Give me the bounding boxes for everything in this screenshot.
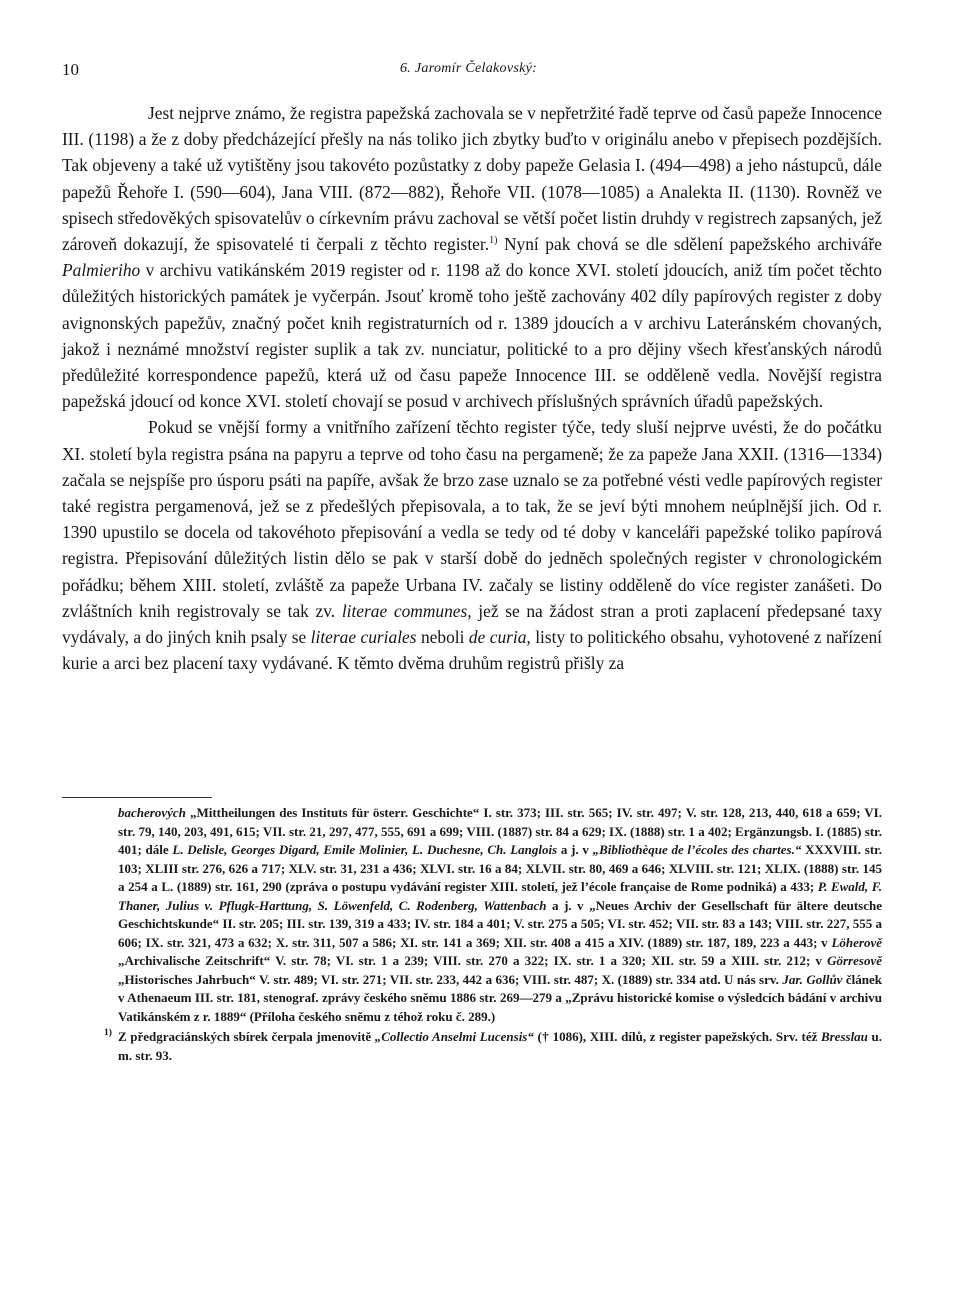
page-number: 10 bbox=[62, 60, 79, 79]
text-run: „Archivalische Zeitschrift“ V. str. 78; VI. str. 1 a 239; VIII. str. 270 a 322; IX. str. 1 a 320; XII. str. 59 a XIII. str. 212; v bbox=[118, 953, 828, 968]
text-run: Z předgraciánských sbírek čerpala jmenovitě bbox=[118, 1029, 375, 1044]
text-run: a j. v bbox=[557, 842, 593, 857]
text-run: Jest nejprve známo, že registra papežská zachovala se v nepřetržité řadě teprve od časů papeže Innocence III. (1198) a že z doby předcházející přešly na nás toliko jich zbytky buďto v originálu anebo v přepisech pozdějších. Tak objeveny a také už vytištěny jsou takovéto pozůstatky z doby papeže Gelasia I. (494—498) a jeho nástupců, dále papežů Řehoře I. (590—604), Jana VIII. (872—882), Řehoře VII. (1078—1085) a Analekta II. (1130). Rovněž ve spisech středověkých spisovatelův o církevním právu zachoval se větší počet listin druhdy v registrech zapsaných, jež zároveň dokazují, že spisovatelé ti čerpali z těchto register. bbox=[62, 103, 883, 255]
paragraph-1 bbox=[62, 100, 882, 414]
page-header bbox=[62, 60, 884, 82]
italic-run: P. Ewald, F. Thaner, Julius v. Pflugk-Harttung, S. Löwenfeld, C. Rodenberg, Wattenbach bbox=[118, 879, 883, 913]
italic-run: „Collectio Anselmi Lucensis“ bbox=[374, 1029, 534, 1044]
footnote-1 bbox=[104, 1028, 882, 1065]
italic-run: bacherových bbox=[118, 805, 186, 820]
italic-run: Palmieriho bbox=[62, 260, 141, 281]
italic-run: de curia, bbox=[468, 627, 531, 648]
text-run: v archivu vatikánském 2019 register od r. 1198 až do konce XVI. století jdoucích, aniž tím počet těchto důležitých historických památek je vyčerpán. Jsouť kromě toho ještě zachovány 402 díly papírových register z doby avignonských papežův, značný počet knih registraturních od r. 1389 jdoucích a v archivu Lateránském chovaných, jakož i neznámé množství register suplik a tak zv. nunciatur, politické to a pro dějiny všech křesťanských národů předůležité korrespondence papežů, která už od času papeže Innocence III. se odděleně vedla. Novější registra papežská jdoucí od konce XVI. století chovají se posud v archivech příslušných správních úřadů papežských. bbox=[62, 260, 882, 412]
italic-run: „Bibliothèque de l’écoles des chartes.“ bbox=[592, 842, 802, 857]
italic-run: literae communes, bbox=[341, 600, 472, 621]
italic-run: Löherově bbox=[831, 934, 882, 950]
footnote-mark: 1) bbox=[104, 1028, 112, 1038]
text-run: jež se na žádost stran a proti zaplacení předepsané taxy vydávaly, a do jiných knih psaly se bbox=[62, 600, 882, 648]
text-run: XXXVIII. str. 103; XLIII str. 276, 626 a 717; XLV. str. 31, 231 a 436; XLVI. str. 16 a 84; XLVII. str. 80, 469 a 646; XLVIII. str. 121; XLIX. (1888) str. 145 a 254 a L. (1889) str. 161, 290 (zpráva o postupu vydávání register XIII. století, jež l’école française de Rome podniká) a 433; bbox=[118, 842, 882, 894]
running-head: 6. Jaromír Čelakovský: bbox=[400, 61, 538, 76]
italic-run: literae curiales bbox=[310, 627, 417, 648]
italic-run: Görresově bbox=[827, 953, 882, 968]
text-run: listy to politického obsahu, vyhotovené z nařízení kurie a arci bez placení taxy vydávané. K těmto dvěma druhům registrů přišly za bbox=[62, 627, 882, 674]
footnote-ref: 1) bbox=[489, 235, 498, 247]
footnote-continued bbox=[118, 804, 882, 1026]
text-run: a j. v „Neues Archiv der Gesellschaft für ältere deutsche Geschichtskunde“ II. str. 205; III. str. 139, 319 a 433; IV. str. 184 a 401; V. str. 275 a 505; VI. str. 452; VII. str. 83 a 143; VIII. str. 227, 555 a 606; IX. str. 321, 473 a 632; X. str. 311, 507 a 586; XI. str. 141 a 369; XII. str. 408 a 415 a XIV. (1889) str. 187, 189, 223 a 443; v bbox=[118, 897, 882, 950]
text-run: Nyní pak chová se dle sdělení papežského archiváře bbox=[497, 234, 882, 255]
paragraph-2 bbox=[62, 414, 882, 676]
body-text bbox=[62, 100, 882, 676]
text-run: „Mittheilungen des Instituts für österr. Geschichte“ I. str. 373; III. str. 565; IV. str. 497; V. str. 128, 213, 440, 618 a 659; VI. str. 79, 140, 203, 491, 615; VII. str. 21, 297, 477, 555, 691 a 699; VIII. (1887) str. 84 a 629; IX. (1888) str. 1 a 402; Ergänzungsb. I. (1885) str. 401; dále bbox=[118, 805, 882, 857]
italic-run: Bresslau bbox=[820, 1029, 868, 1044]
text-run: Pokud se vnější formy a vnitřního zařízení těchto register týče, tedy sluší nejprve uvésti, že do počátku XI. století byla registra psána na papyru a teprve od toho času na pergameně; že za papeže Jana XXII. (1316—1334) začala se nejspíše pro úsporu psáti na papíře, avšak že brzo zase uznalo se za potřebné vésti vedle papírových register také registra pergamenová, jež se z předešlých přepisovala, a to tak, že se jeví býti mnohem neúplnější jich. Od r. 1390 upustilo se docela od takovéhoto přepisování a vedla se tedy od té doby v kanceláři papežské toliko papírová registra. Přepisování důležitých listin dělo se pak v starší době do jednĕch společných register v chronologickém pořádku; během XIII. století, zvláště za papeže Urbana IV. začaly se listiny odděleně do více register zanášeti. Do zvláštních knih registrovaly se tak zv. bbox=[62, 417, 882, 621]
italic-run: L. Delisle, Georges Digard, Emile Molinier, L. Duchesne, Ch. Langlois bbox=[172, 842, 558, 857]
text-run: u. m. str. 93. bbox=[118, 1029, 882, 1063]
text-run: článek v Athenaeum III. str. 181, stenograf. zprávy českého sněmu 1886 str. 269—279 a „Zprávu historické komise o výsledcích bádání v archivu Vatikánském z r. 1889“ (Příloha českého sněmu z téhož roku č. 289.) bbox=[118, 971, 882, 1024]
footnote-rule bbox=[62, 797, 212, 798]
text-run: († 1086), XIII. dílů, z register papežských. Srv. též bbox=[533, 1029, 821, 1044]
footnotes bbox=[104, 804, 883, 1065]
italic-run: Jar. Gollův bbox=[782, 971, 843, 987]
text-run: neboli bbox=[416, 627, 469, 648]
text-run: „Historisches Jahrbuch“ V. str. 489; VI. str. 271; VII. str. 233, 442 a 636; VIII. str. 487; X. (1889) str. 334 atd. U nás srv. bbox=[118, 971, 783, 987]
